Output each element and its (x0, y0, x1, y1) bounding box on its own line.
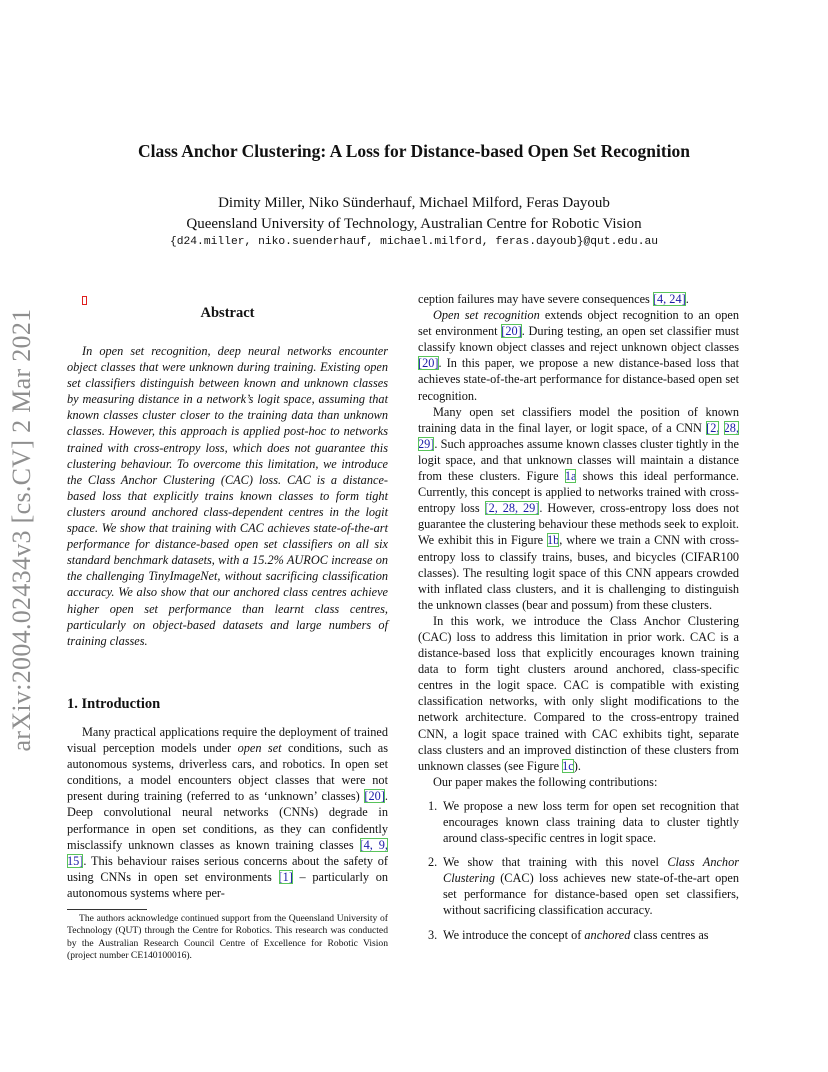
citation-link[interactable]: [4, 9, 15] (67, 837, 388, 868)
citation-link[interactable]: [2, 28, 29] (484, 501, 540, 516)
paragraph: ception failures may have severe consequences [4, 24]. (418, 292, 689, 306)
abstract-body (67, 343, 388, 649)
citation-link[interactable]: [2, (706, 420, 720, 435)
figure-link[interactable]: 1b (547, 533, 560, 548)
citation-link[interactable]: [4, 24] (652, 292, 686, 306)
intro-column (67, 724, 388, 901)
abstract-text: In open set recognition, deep neural networks encounter object classes that were unknown during training. Existing open set classifiers distinguish between known and unknown classes by measuring distance in a network’s logit space, assuming that known classes cluster closer to the training data than unknown classes. However, this approach is applied post-hoc to networks trained with cross-entropy loss, which does not guarantee this clustering behaviour. To overcome this limitation, we introduce the Class Anchor Clustering (CAC) loss. CAC is a distance-based loss that explicitly trains known classes to form tight clusters around anchored class-dependent centres in the logit space. We show that training with CAC achieves state-of-the-art performance for distance-based open set classifiers on all six standard benchmark datasets, with a 15.2% AUROC increase on the challenging TinyImageNet, without sacrificing classification accuracy. We also show that our anchored class centres achieve higher open set performance than learnt class centres, particularly on object-based datasets and large numbers of training classes. (67, 344, 388, 648)
list-item: 3. We introduce the concept of anchored class centres as (428, 927, 709, 942)
footnote-text: The authors acknowledge continued support from the Queensland University of Technology (QUT) through the Centre for Robotics. This research was conducted by the Australian Research Council Centre of Excellence for Robotic Vision (project number CE140100016). (67, 913, 388, 962)
link-marker[interactable] (82, 296, 87, 305)
arxiv-identifier: arXiv:2004.02434v3 [cs.CV] 2 Mar 2021 (7, 308, 36, 752)
paragraph: Many open set classifiers model the position of known training data in the final layer, or logit space, of a CNN [2, 28, 29]. Such approaches assume known classes cluster tightly in the logit space, and that unknown classes will maintain a distance from these clusters. Figure 1a shows this ideal performance. Currently, this concept is applied to networks trained with cross-entropy loss [2, 28, 29]. However, cross-entropy loss does not guarantee the clustering behaviour these methods seek to exploit. We exhibit this in Figure 1b, where we train a CNN with cross-entropy loss to classify trains, buses, and bicycles (CIFAR100 classes). The resulting logit space of this CNN appears crowded with inflated class clusters, and it is challenging to distinguish the unknown classes (bear and possum) from these clusters. (418, 404, 740, 612)
citation-link[interactable]: 28, 29] (418, 420, 740, 451)
footnote-rule (67, 909, 147, 910)
right-column (418, 291, 739, 951)
citation-link[interactable]: [1] (278, 869, 293, 884)
citation-link[interactable]: [20] (418, 356, 439, 371)
paper-title: Class Anchor Clustering: A Loss for Distance-based Open Set Recognition (137, 141, 691, 161)
arxiv-sidebar (2, 290, 42, 770)
list-item: 1. We propose a new loss term for open set recognition that encourages known class training data to cluster tightly around class-specific centres in logit space. (428, 798, 739, 846)
figure-link[interactable]: 1c (562, 758, 574, 773)
contributions-list (418, 798, 739, 943)
list-item: 2. We show that training with this novel Class Anchor Clustering (CAC) loss achieves new state-of-the-art open set performance for distance-based open set classifiers, without sacrificing classification accuracy. (428, 855, 740, 918)
section-heading-introduction: 1. Introduction (67, 696, 161, 712)
author-names: Dimity Miller, Niko Sünderhauf, Michael Milford, Feras Dayoub (218, 195, 610, 211)
citation-link[interactable]: [20] (501, 324, 522, 339)
paragraph: In this work, we introduce the Class Anchor Clustering (CAC) loss to address this limitation in prior work. CAC is a distance-based loss that explicitly encourages known training data to form tight clusters around anchored, class-specific centres in the logit space. CAC is compatible with existing classification networks, with only slight modifications to the network architecture. Compared to the cross-entropy trained CNN, a logit space trained with CAC exhibits tight, separate class clusters and an improved distinction of these clusters from unknown classes (see Figure 1c). (418, 613, 739, 773)
author-block (0, 193, 828, 235)
paragraph: Open set recognition extends object recognition to an open set environment [20]. During testing, an open set classifier must classify known object classes and reject unknown object classes [20]. In this paper, we propose a new distance-based loss that achieves state-of-the-art performance for distance-based open set recognition. (418, 308, 739, 403)
abstract-heading: Abstract (200, 305, 255, 321)
paragraph: Our paper makes the following contributions: (433, 774, 658, 789)
intro-paragraph: Many practical applications require the deployment of trained visual perception models under open set conditions, such as autonomous systems, driverless cars, and robotics. In open set conditions, a model encounters object classes that were not present during training (referred to as ‘unknown’ classes) [20]. Deep convolutional neural networks (CNNs) degrade in performance in open set conditions, as they can confidently misclassify unknown classes as known training classes [4, 9, 15]. This behaviour raises serious concerns about the safety of using CNNs in open set environments [1] – particularly on autonomous systems where per- (67, 725, 389, 900)
figure-link[interactable]: 1a (564, 469, 577, 484)
author-emails: {d24.miller, niko.suenderhauf, michael.milford, feras.dayoub}@qut.edu.au (169, 236, 659, 248)
author-affiliation: Queensland University of Technology, Australian Centre for Robotic Vision (186, 216, 642, 232)
citation-link[interactable]: [20] (364, 789, 385, 804)
footnote (67, 913, 388, 963)
